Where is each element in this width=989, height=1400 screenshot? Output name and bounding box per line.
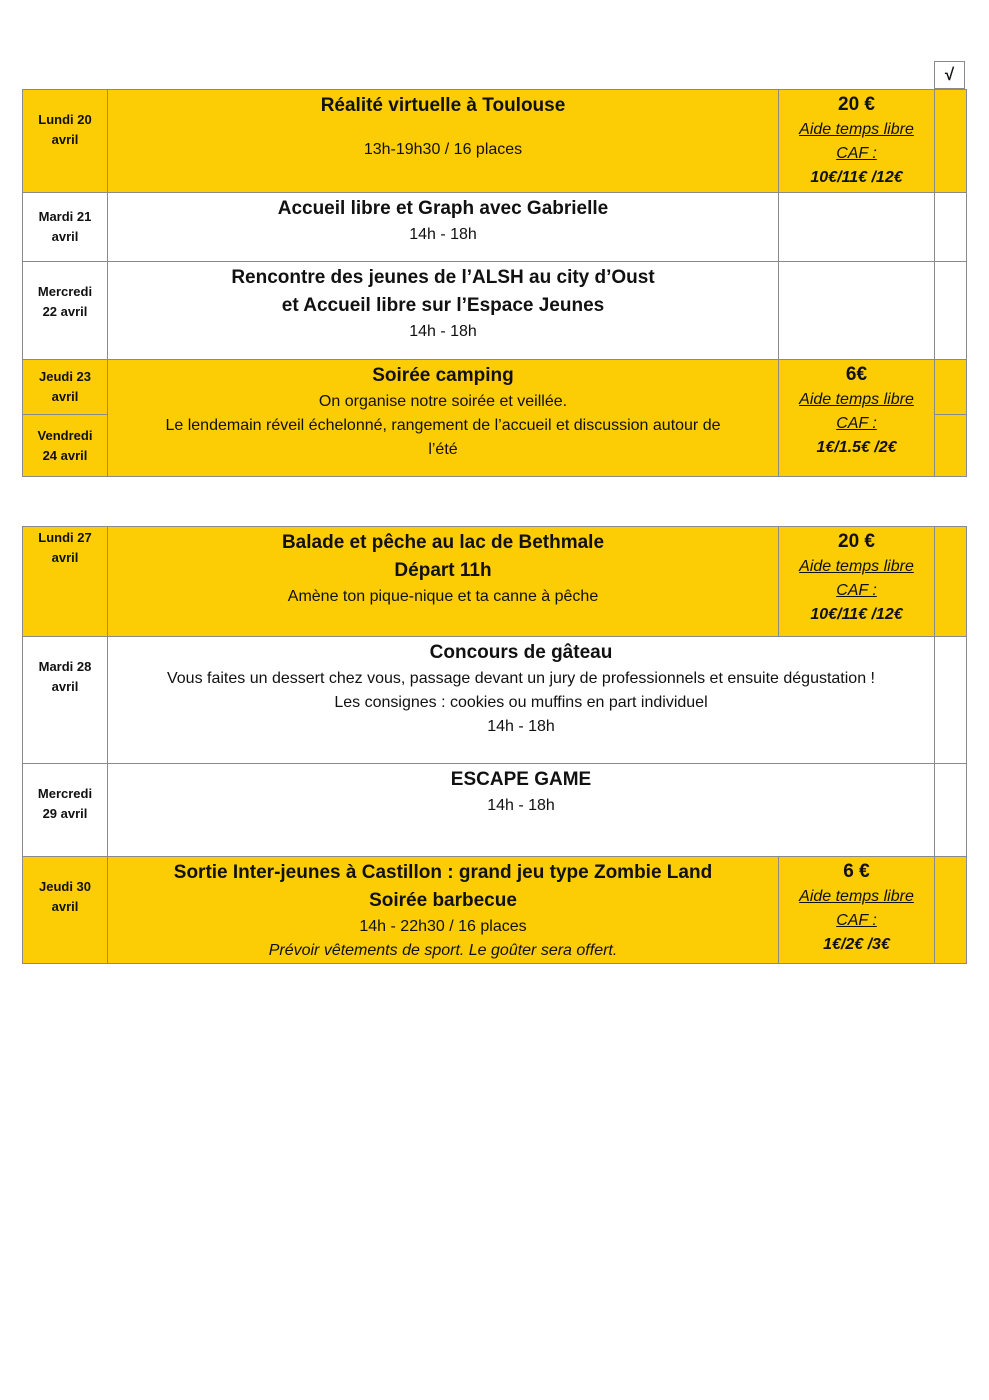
check-cell[interactable] (935, 857, 967, 964)
caf-tarifs: 10€/11€ /12€ (810, 169, 903, 186)
price-cell (779, 527, 935, 637)
activity-detail: On organise notre soirée et veillée. (318, 393, 568, 410)
date-cell: Jeudi 30 avril (23, 857, 108, 964)
check-cell[interactable] (935, 637, 967, 764)
caf-link[interactable]: CAF : (836, 912, 877, 929)
caf-link[interactable]: CAF : (836, 145, 877, 162)
activity-cell (108, 527, 779, 637)
activity-detail: Vous faites un dessert chez vous, passage devant un jury de professionnels et ensuite dégustation ! (166, 670, 875, 687)
activity-cell (108, 90, 779, 193)
activity-row (23, 637, 967, 764)
price-cell (779, 360, 935, 477)
activity-cell (108, 857, 779, 964)
activity-detail: 14h - 18h (487, 797, 555, 814)
check-cell[interactable] (935, 262, 967, 360)
activity-title: Rencontre des jeunes de l’ALSH au city d’Oust (231, 267, 655, 288)
date-cell: Mercredi 29 avril (23, 764, 108, 857)
activity-detail: 14h - 18h (409, 323, 477, 340)
caf-tarifs: 1€/1.5€ /2€ (816, 439, 897, 456)
activity-row (23, 193, 967, 262)
check-cell[interactable] (935, 764, 967, 857)
date-cell: Mardi 21 avril (23, 193, 108, 262)
activity-title: Concours de gâteau (429, 642, 613, 663)
schedule-table-week-2 (22, 526, 967, 964)
date-cell: Lundi 20 avril (23, 90, 108, 193)
caf-link[interactable]: CAF : (836, 582, 877, 599)
activity-cell (108, 262, 779, 360)
activity-detail: 14h - 22h30 / 16 places (359, 918, 527, 935)
date-cell: Mardi 28 avril (23, 637, 108, 764)
activity-row (23, 90, 967, 193)
price-amount: 20 € (838, 94, 875, 115)
activity-note: Prévoir vêtements de sport. Le goûter sera offert. (268, 942, 618, 959)
date-cell: Vendredi 24 avril (23, 415, 108, 477)
price-amount: 6 € (843, 861, 870, 882)
activity-detail: Amène ton pique-nique et ta canne à pêche (287, 588, 599, 605)
price-cell (779, 262, 935, 360)
activity-title: Soirée camping (372, 365, 514, 386)
price-cell (779, 90, 935, 193)
date-cell: Lundi 27 avril (23, 527, 108, 637)
activity-title: Réalité virtuelle à Toulouse (320, 95, 566, 116)
activity-title-2: Départ 11h (394, 560, 492, 581)
activity-cell (108, 764, 935, 857)
check-cell[interactable] (935, 193, 967, 262)
check-cell[interactable] (935, 360, 967, 415)
activity-row (23, 764, 967, 857)
activity-title: Balade et pêche au lac de Bethmale (281, 532, 605, 553)
activity-title: Sortie Inter-jeunes à Castillon : grand jeu type Zombie Land (173, 862, 713, 883)
activity-title-2: Soirée barbecue (369, 890, 517, 911)
caf-tarifs: 10€/11€ /12€ (810, 606, 903, 623)
check-cell[interactable] (935, 527, 967, 637)
activity-detail: 14h - 18h (409, 226, 477, 243)
activity-row (23, 527, 967, 637)
caf-tarifs: 1€/2€ /3€ (823, 936, 890, 953)
aide-link[interactable]: Aide temps libre (799, 391, 914, 408)
check-column-header: √ (934, 61, 965, 89)
activity-row (23, 857, 967, 964)
activity-title: ESCAPE GAME (450, 769, 592, 790)
activity-cell (108, 637, 935, 764)
activity-cell (108, 193, 779, 262)
activity-detail: Le lendemain réveil échelonné, rangement de l’accueil et discussion autour de (165, 417, 721, 434)
price-cell (779, 193, 935, 262)
activity-detail: 14h - 18h (487, 718, 555, 735)
check-cell[interactable] (935, 415, 967, 477)
activity-title: Accueil libre et Graph avec Gabrielle (277, 198, 609, 219)
aide-link[interactable]: Aide temps libre (799, 558, 914, 575)
activity-row (23, 262, 967, 360)
date-cell: Jeudi 23 avril (23, 360, 108, 415)
activity-cell (108, 360, 779, 477)
schedule-table-week-1 (22, 89, 967, 477)
aide-link[interactable]: Aide temps libre (799, 121, 914, 138)
activity-detail: l’été (428, 441, 458, 458)
price-amount: 6€ (845, 364, 868, 385)
caf-link[interactable]: CAF : (836, 415, 877, 432)
price-amount: 20 € (838, 531, 875, 552)
price-cell (779, 857, 935, 964)
activity-row (23, 360, 967, 415)
check-cell[interactable] (935, 90, 967, 193)
activity-detail: Les consignes : cookies ou muffins en part individuel (334, 694, 708, 711)
aide-link[interactable]: Aide temps libre (799, 888, 914, 905)
activity-detail: 13h-19h30 / 16 places (363, 141, 523, 158)
activity-title-2: et Accueil libre sur l’Espace Jeunes (281, 295, 605, 316)
date-cell: Mercredi 22 avril (23, 262, 108, 360)
